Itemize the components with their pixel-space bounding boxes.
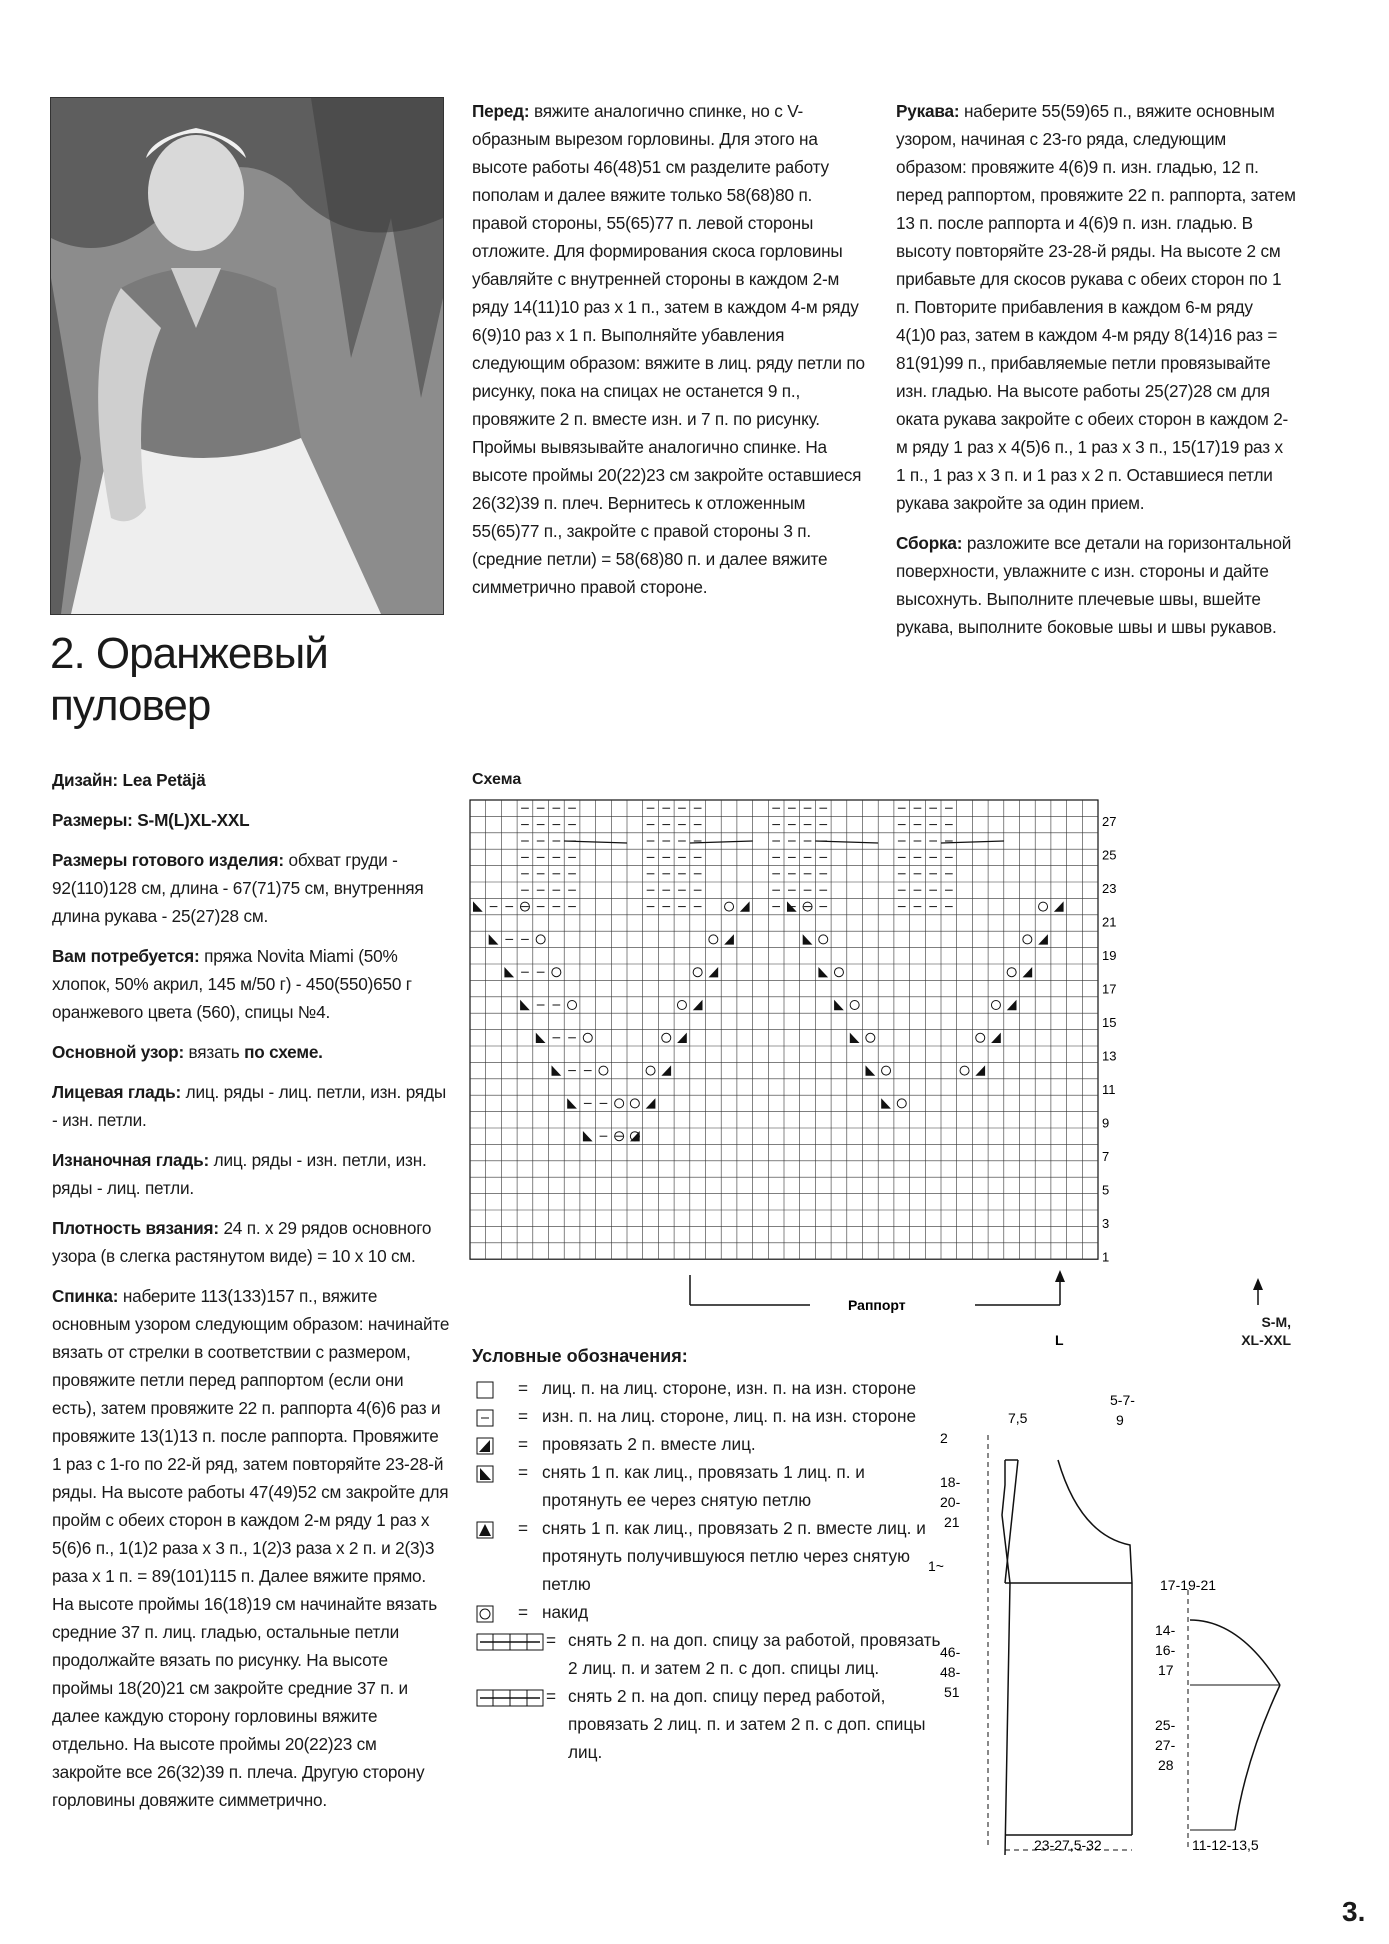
body-length-2: 48- bbox=[940, 1664, 961, 1680]
column-left bbox=[52, 766, 450, 1826]
body-neck: 5-7- bbox=[1110, 1392, 1135, 1408]
cable-front-icon bbox=[476, 1687, 546, 1715]
body-armhole-2: 20- bbox=[940, 1494, 961, 1510]
row-number: 21 bbox=[1102, 914, 1117, 930]
row-number: 25 bbox=[1102, 847, 1117, 863]
finished-size: Размеры готового изделия: обхват груди - 92(110)128 см, длина - 67(71)75 см, внутренняя длина рукава - 25(27)28 см. bbox=[52, 850, 424, 926]
body-length: 46- bbox=[940, 1644, 961, 1660]
assembly-instructions: Сборка: разложите все детали на горизонтальной поверхности, увлажните с изн. стороны и дайте высохнуть. Выполните плечевые швы, вшейте рукава, выполните боковые швы и швы рукавов. bbox=[896, 533, 1292, 637]
body-armhole-3: 21 bbox=[944, 1514, 960, 1530]
row-number: 27 bbox=[1102, 814, 1117, 829]
legend-item bbox=[472, 1514, 942, 1598]
sleeve-len-2: 27- bbox=[1155, 1737, 1176, 1753]
reverse-stockinette: Изнаночная гладь: лиц. ряды - изн. петли, изн. ряды - лиц. петли. bbox=[52, 1150, 427, 1198]
legend-equals: = bbox=[518, 1378, 529, 1398]
repeat-label: Раппорт bbox=[848, 1297, 906, 1313]
legend-item bbox=[472, 1374, 942, 1402]
gauge: Плотность вязания: 24 п. х 29 рядов основного узора (в слегка растянутом виде) = 10 х 10 см. bbox=[52, 1218, 432, 1266]
page-title: 2. Оранжевый пуловер bbox=[50, 629, 328, 730]
marker-l: L bbox=[1055, 1332, 1064, 1348]
legend-equals: = bbox=[518, 1518, 529, 1538]
body-neck-2: 9 bbox=[1116, 1412, 1124, 1428]
legend-text: снять 1 п. как лиц., провязать 2 п. вместе лиц. и протянуть получившуюся петлю через снятую петлю bbox=[542, 1518, 926, 1594]
legend-text: провязать 2 п. вместе лиц. bbox=[542, 1434, 756, 1454]
column-middle bbox=[472, 97, 868, 613]
body-armhole: 18- bbox=[940, 1474, 961, 1490]
row-number: 3 bbox=[1102, 1216, 1110, 1231]
body-schematic bbox=[928, 1392, 1150, 1855]
chart-row-numbers bbox=[1102, 814, 1116, 1265]
legend-equals: = bbox=[518, 1406, 529, 1426]
sleeve-schematic bbox=[1150, 1577, 1300, 1860]
marker-sm: S-M, bbox=[1261, 1314, 1291, 1330]
legend-item bbox=[472, 1402, 942, 1430]
legend-text: лиц. п. на лиц. стороне, изн. п. на изн. стороне bbox=[542, 1378, 917, 1398]
sleeve-len-3: 28 bbox=[1158, 1757, 1174, 1773]
chart-repeat-markers bbox=[690, 1270, 1263, 1348]
body-top-width: 7,5 bbox=[1008, 1410, 1028, 1426]
legend-equals: = bbox=[518, 1462, 529, 1482]
body-shoulder: 2 bbox=[940, 1430, 948, 1446]
legend bbox=[472, 1342, 942, 1766]
model-photo bbox=[50, 97, 444, 615]
legend-title: Условные обозначения: bbox=[472, 1346, 688, 1366]
marker-xl: XL-XXL bbox=[1241, 1332, 1291, 1348]
legend-equals: = bbox=[546, 1630, 557, 1650]
row-number: 13 bbox=[1102, 1048, 1117, 1064]
sleeve-cap-3: 17 bbox=[1158, 1662, 1174, 1678]
up-triangle-icon bbox=[476, 1519, 494, 1547]
legend-equals: = bbox=[518, 1602, 529, 1622]
legend-item bbox=[472, 1626, 942, 1682]
row-number: 1 bbox=[1102, 1249, 1110, 1265]
body-marker: 1~ bbox=[928, 1558, 944, 1574]
sizes-line: Размеры: S-M(L)XL-XXL bbox=[52, 810, 250, 830]
row-number: 11 bbox=[1102, 1082, 1116, 1097]
sleeve-cap: 14- bbox=[1155, 1622, 1176, 1638]
sleeve-top: 17-19-21 bbox=[1160, 1577, 1217, 1593]
legend-text: изн. п. на лиц. стороне, лиц. п. на изн. стороне bbox=[542, 1406, 917, 1426]
knitting-chart bbox=[470, 800, 1310, 1348]
left-triangle-icon bbox=[476, 1463, 494, 1491]
column-right bbox=[896, 97, 1296, 653]
row-number: 19 bbox=[1102, 948, 1117, 963]
chart-label: Схема bbox=[472, 771, 522, 788]
front-instructions: Перед: вяжите аналогично спинке, но с V-образным вырезом горловины. Для этого на высоте работы 46(48)51 см разделите работу пополам и далее вяжите только 58(68)80 п. правой стороны, 55(65)77 п. левой стороны отложите. Для формирования скоса горловины убавляйте с внутренней стороны в каждом 2-м ряду 14(11)10 раз х 1 п., затем в каждом 4-м ряду 6(9)10 раз х 1 п. Выполняйте убавления следующим образом: вяжите в лиц. ряду петли по рисунку, пока на спицах не останется 9 п., провяжите 2 п. вместе изн. и 7 п. по рисунку. Проймы вывязывайте аналогично спинке. На высоте проймы 20(22)23 см закройте оставшиеся 26(32)39 п. плеч. Вернитесь к отложенным 55(65)77 п., закройте с правой стороны 3 п. (средние петли) = 58(68)80 п. и далее вяжите симметрично правой стороне. bbox=[472, 101, 865, 597]
page-number: 3. bbox=[1342, 1896, 1366, 1927]
row-number: 9 bbox=[1102, 1115, 1110, 1131]
row-number: 5 bbox=[1102, 1182, 1110, 1198]
sleeve-cap-2: 16- bbox=[1155, 1642, 1176, 1658]
sleeves-instructions: Рукава: наберите 55(59)65 п., вяжите основным узором, начиная с 23-го ряда, следующим образом: провяжите 4(6)9 п. изн. гладью, 12 п. перед раппортом, провяжите 22 п. раппорта, затем 13 п. после раппорта и 4(6)9 п. изн. гладью. В высоту повторяйте 23-28-й ряды. На высоте 2 см прибавьте для скосов рукава с обеих сторон по 1 п. Повторите прибавления в каждом 6-м ряду 4(1)0 раз, затем в каждом 4-м ряду 8(14)16 раз = 81(91)99 п., прибавляемые петли провязывайте изн. гладью. На высоте работы 25(27)28 см для оката рукава закройте с обеих сторон в каждом 2-м ряду 1 раз х 4(5)6 п., 1 раз х 3 п., 15(17)19 раз х 1 п., 1 раз х 3 п. и 1 раз х 2 п. Оставшиеся петли рукава закройте за один прием. bbox=[896, 101, 1296, 513]
legend-text: снять 2 п. на доп. спицу за работой, провязать 2 лиц. п. и затем 2 п. с доп. спицы лиц. bbox=[568, 1630, 941, 1678]
main-pattern: Основной узор: вязать по схеме. bbox=[52, 1042, 323, 1062]
cable-back-icon bbox=[476, 1631, 546, 1659]
row-number: 17 bbox=[1102, 981, 1117, 997]
legend-item bbox=[472, 1598, 942, 1626]
stockinette: Лицевая гладь: лиц. ряды - лиц. петли, изн. ряды - изн. петли. bbox=[52, 1082, 446, 1130]
chart-grid bbox=[470, 800, 1098, 1259]
legend-text: снять 2 п. на доп. спицу перед работой, провязать 2 лиц. п. и затем 2 п. с доп. спицы лиц. bbox=[568, 1686, 926, 1762]
sleeve-len: 25- bbox=[1155, 1717, 1176, 1733]
legend-text: снять 1 п. как лиц., провязать 1 лиц. п. и протянуть ее через снятую петлю bbox=[542, 1462, 865, 1510]
legend-item bbox=[472, 1682, 942, 1766]
row-number: 7 bbox=[1102, 1149, 1110, 1164]
row-number: 23 bbox=[1102, 881, 1117, 896]
legend-item bbox=[472, 1430, 942, 1458]
body-width: 23-27,5-32 bbox=[1034, 1837, 1102, 1853]
body-length-3: 51 bbox=[944, 1684, 960, 1700]
design-line: Дизайн: Lea Petäjä bbox=[52, 770, 206, 790]
back-instructions: Спинка: наберите 113(133)157 п., вяжите основным узором следующим образом: начинайте вязать от стрелки в соответствии с размером, провяжите петли перед раппортом (если они есть), затем провяжите 22 п. раппорта 4(6)6 раз и провяжите 13(1)13 п. после раппорта. Провяжите 1 раз с 1-го по 22-й ряд, затем повторяйте 23-28-й ряды. На высоте работы 47(49)52 см закройте для пройм с обеих сторон в каждом 2-м ряду 1 раз х 5(6)6 п., 1(1)2 раза х 3 п., 1(2)3 раза х 2 п. и 2(3)3 раза х 1 п. = 89(101)115 п. Далее вяжите прямо. На высоте проймы 16(18)19 см начинайте вязать средние 37 п. лиц. гладью, остальные петли продолжайте вязать по рисунку. На высоте проймы 18(20)21 см закройте средние 37 п. и далее каждую сторону горловины вяжите отдельно. На высоте проймы 20(22)23 см закройте все 26(32)39 п. плеча. Другую сторону горловины довяжите симметрично. bbox=[52, 1286, 450, 1810]
sleeve-bottom: 11-12-13,5 bbox=[1192, 1837, 1259, 1853]
materials: Вам потребуется: пряжа Novita Miami (50% хлопок, 50% акрил, 145 м/50 г) - 450(550)650 г оранжевого цвета (560), спицы №4. bbox=[52, 946, 412, 1022]
legend-text: накид bbox=[542, 1602, 589, 1622]
legend-equals: = bbox=[546, 1686, 557, 1706]
legend-item bbox=[472, 1458, 942, 1514]
row-number: 15 bbox=[1102, 1015, 1117, 1030]
legend-equals: = bbox=[518, 1434, 529, 1454]
